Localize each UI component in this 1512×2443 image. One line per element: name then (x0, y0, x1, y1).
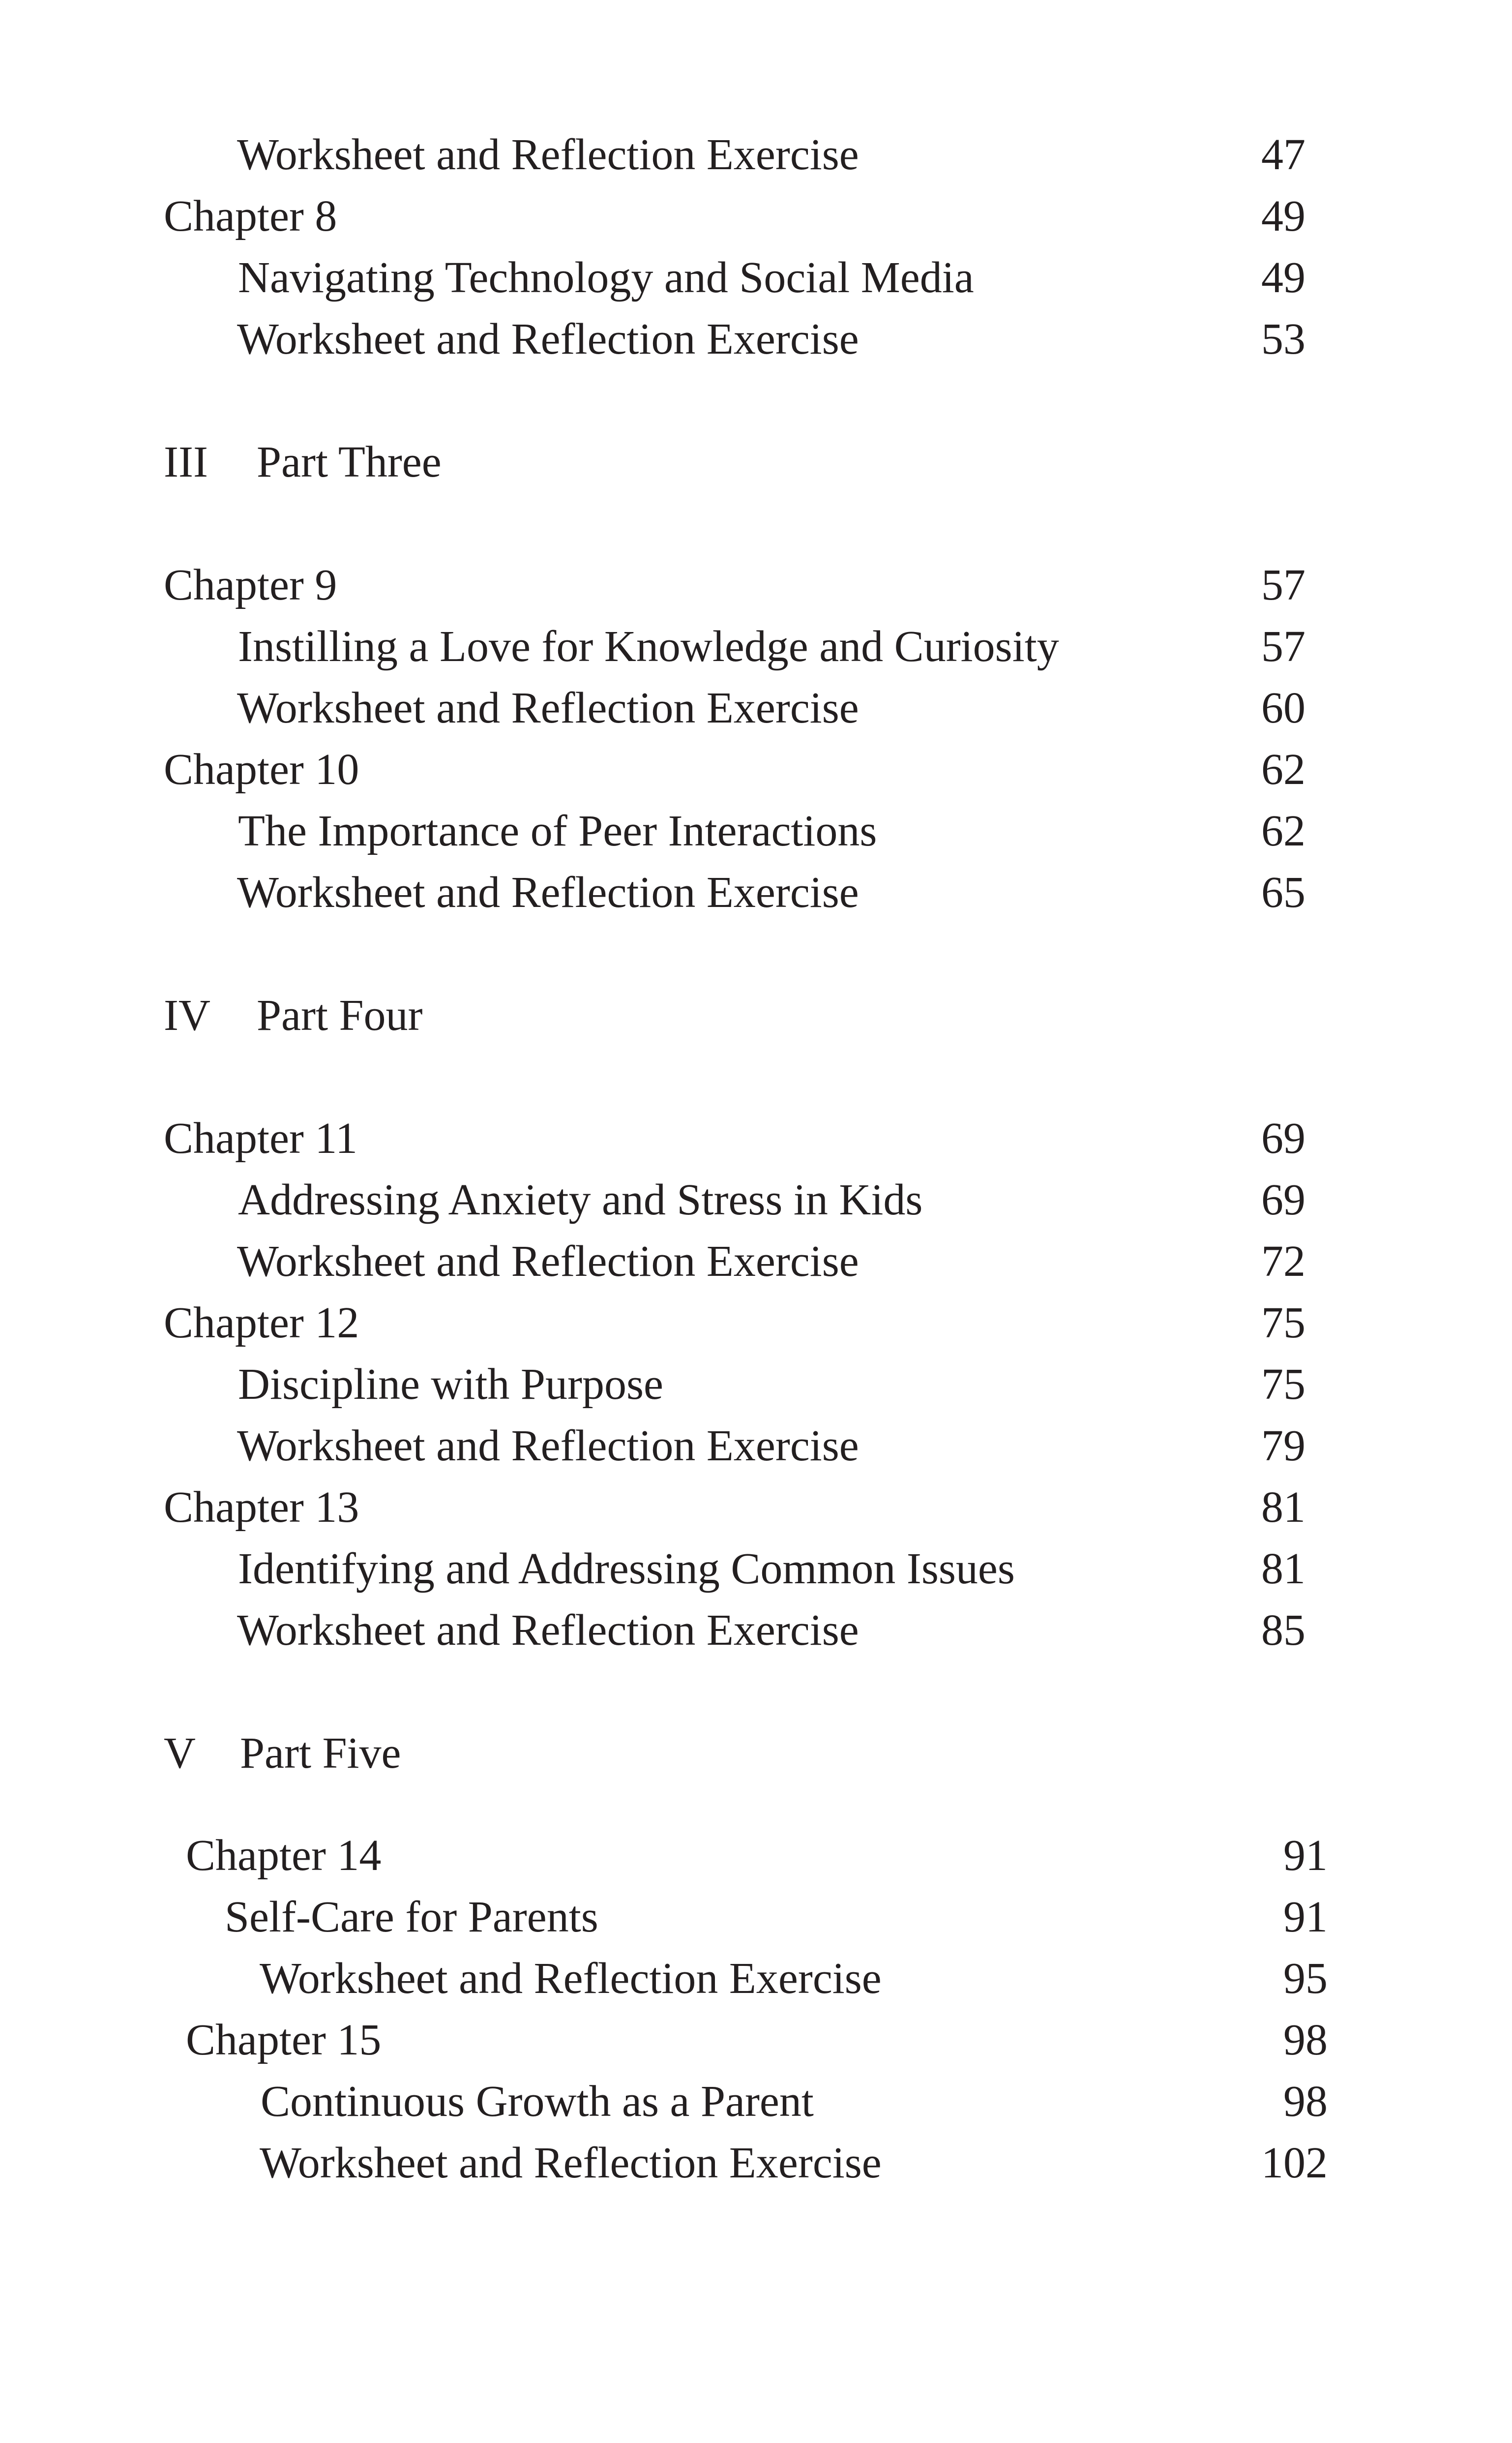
chapter-title: Chapter 11 (164, 1114, 358, 1163)
page-number: 69 (1261, 1114, 1305, 1163)
section-title: Worksheet and Reflection Exercise (260, 2139, 882, 2187)
chapter-title: Chapter 8 (164, 192, 337, 241)
page-number: 62 (1261, 807, 1305, 855)
page-number: 57 (1261, 622, 1305, 671)
part-number: III (164, 438, 208, 486)
page-number: 98 (1283, 2077, 1328, 2126)
part-number: IV (164, 991, 210, 1040)
section-title: Addressing Anxiety and Stress in Kids (238, 1176, 923, 1224)
part-title: Part Five (240, 1729, 401, 1778)
page-number: 62 (1261, 745, 1305, 794)
page-number: 95 (1283, 1954, 1328, 2003)
page-number: 60 (1261, 684, 1305, 732)
page-number: 98 (1283, 2016, 1328, 2064)
page-number: 47 (1261, 130, 1305, 179)
page-number: 79 (1261, 1421, 1305, 1470)
page-number: 65 (1261, 868, 1305, 917)
page-number: 75 (1261, 1298, 1305, 1347)
chapter-title: Chapter 9 (164, 561, 337, 609)
section-title: Discipline with Purpose (238, 1360, 663, 1409)
chapter-title: Chapter 15 (186, 2016, 382, 2064)
section-title: Worksheet and Reflection Exercise (237, 868, 859, 917)
section-title: Worksheet and Reflection Exercise (260, 1954, 882, 2003)
chapter-title: Chapter 13 (164, 1483, 359, 1532)
page-number: 81 (1261, 1483, 1305, 1532)
section-title: Worksheet and Reflection Exercise (237, 1606, 859, 1655)
section-title: Navigating Technology and Social Media (238, 253, 974, 302)
page-number: 53 (1261, 315, 1305, 363)
page-number: 69 (1261, 1176, 1305, 1224)
page-number: 57 (1261, 561, 1305, 609)
section-title: The Importance of Peer Interactions (238, 807, 877, 855)
section-title: Continuous Growth as a Parent (261, 2077, 814, 2126)
chapter-title: Chapter 10 (164, 745, 359, 794)
page-number: 49 (1261, 253, 1305, 302)
part-number: V (164, 1729, 196, 1778)
section-title: Worksheet and Reflection Exercise (237, 1237, 859, 1286)
page-number: 102 (1261, 2139, 1328, 2187)
part-title: Part Four (257, 991, 423, 1040)
part-title: Part Three (257, 438, 442, 486)
chapter-title: Chapter 14 (186, 1831, 382, 1880)
page-number: 91 (1283, 1893, 1328, 1941)
chapter-title: Chapter 12 (164, 1298, 359, 1347)
page-number: 81 (1261, 1544, 1305, 1593)
section-title: Worksheet and Reflection Exercise (237, 1421, 859, 1470)
page-number: 91 (1283, 1831, 1328, 1880)
page-number: 85 (1261, 1606, 1305, 1655)
section-title: Worksheet and Reflection Exercise (237, 315, 859, 363)
section-title: Identifying and Addressing Common Issues (238, 1544, 1015, 1593)
section-title: Self-Care for Parents (225, 1893, 598, 1941)
page-number: 49 (1261, 192, 1305, 241)
page-number: 75 (1261, 1360, 1305, 1409)
page-number: 72 (1261, 1237, 1305, 1286)
section-title: Worksheet and Reflection Exercise (237, 684, 859, 732)
section-title: Worksheet and Reflection Exercise (237, 130, 859, 179)
section-title: Instilling a Love for Knowledge and Curiosity (238, 622, 1059, 671)
